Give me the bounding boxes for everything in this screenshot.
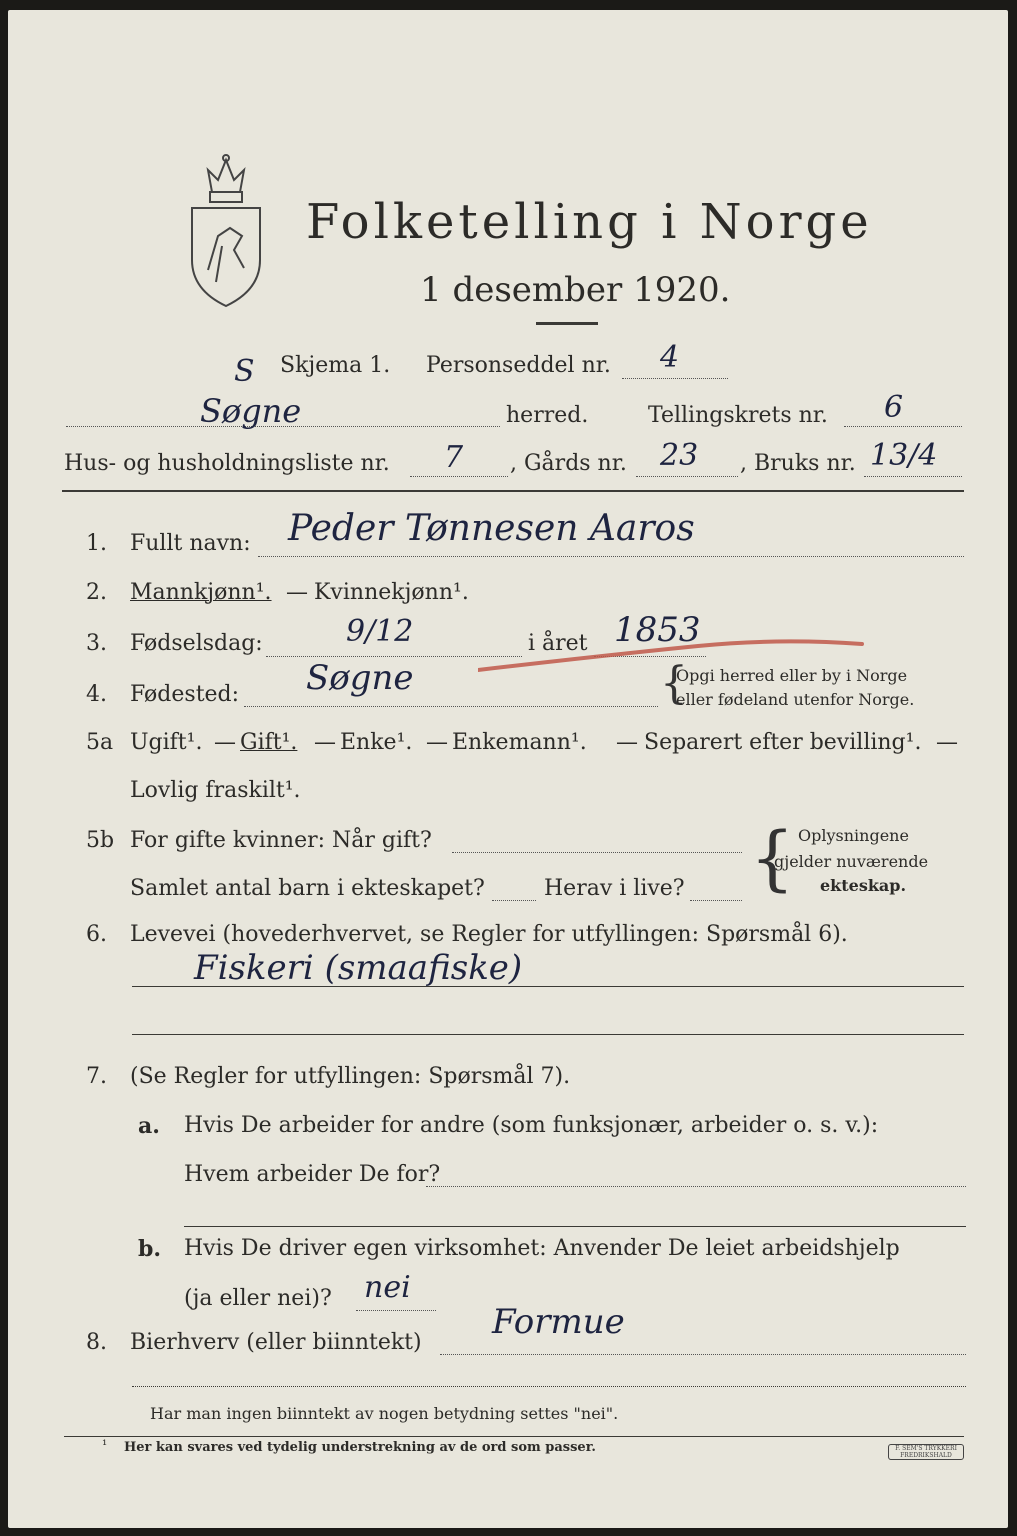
personseddel-value: 4 <box>660 340 680 375</box>
q1-value: Peder Tønnesen Aaros <box>288 508 695 549</box>
q5a-enkemann: Enkemann¹. <box>452 730 587 755</box>
q6-number: 6. <box>86 922 107 947</box>
q2-separator: — <box>286 580 308 605</box>
title-rule <box>536 322 598 325</box>
q5b-alive-label: Herav i live? <box>544 876 685 901</box>
q4-brace: { <box>660 658 688 709</box>
q3-year-label: i året <box>528 631 588 656</box>
herred-label: herred. <box>506 403 589 428</box>
tellingskrets-label: Tellingskrets nr. <box>648 403 828 428</box>
q6-label: Levevei (hovederhvervet, se Regler for utfyllingen: Spørsmål 6). <box>130 922 848 947</box>
q5b-when-married-field[interactable] <box>452 852 742 853</box>
q7a-letter: a. <box>138 1113 160 1139</box>
q5a-gift: Gift¹. <box>240 730 298 755</box>
bruks-field[interactable] <box>864 476 962 477</box>
q5a-dash-1: — <box>214 730 236 755</box>
tellingskrets-field[interactable] <box>844 426 962 427</box>
personseddel-label: Personseddel nr. <box>426 353 611 378</box>
header-divider <box>62 490 964 492</box>
q8-number: 8. <box>86 1330 107 1355</box>
q5b-alive-field[interactable] <box>690 900 742 901</box>
q5a-dash-3: — <box>426 730 448 755</box>
q4-label: Fødested: <box>130 682 240 707</box>
q3-value: 9/12 <box>346 614 414 649</box>
husliste-label: Hus- og husholdningsliste nr. <box>64 451 390 476</box>
printer-stamp: F. SEM'S TRYKKERI FREDRIKSHALD <box>888 1444 964 1460</box>
q5a-ugift: Ugift¹. <box>130 730 203 755</box>
q2-female: Kvinnekjønn¹. <box>314 580 469 605</box>
q7a-field[interactable] <box>426 1186 966 1187</box>
q5b-note-line2: gjelder nuværende <box>774 852 929 871</box>
gards-label: , Gårds nr. <box>510 451 627 476</box>
q8-field[interactable] <box>440 1354 966 1355</box>
q5a-separert: Separert efter bevilling¹. <box>644 730 922 755</box>
q4-number: 4. <box>86 682 107 707</box>
skjema-label: Skjema 1. <box>280 353 391 378</box>
footnote-rule <box>64 1436 964 1437</box>
q6-line-1 <box>132 986 964 987</box>
q7a-text: Hvis De arbeider for andre (som funksjonær, arbeider o. s. v.): <box>184 1113 879 1138</box>
q2-number: 2. <box>86 580 107 605</box>
q5a-enke: Enke¹. <box>340 730 413 755</box>
gards-value: 23 <box>660 438 699 473</box>
q3-label: Fødselsdag: <box>130 631 263 656</box>
q1-number: 1. <box>86 531 107 556</box>
footnote-text: Her kan svares ved tydelig understrekning av de ord som passer. <box>124 1440 596 1455</box>
q5a-dash-2: — <box>314 730 336 755</box>
q4-note-line2: eller fødeland utenfor Norge. <box>676 690 915 709</box>
q6-value: Fiskeri (smaafiske) <box>194 948 523 988</box>
q4-value: Søgne <box>306 658 414 698</box>
q4-note-line1: Opgi herred eller by i Norge <box>676 666 908 685</box>
q5a-dash-4: — <box>616 730 638 755</box>
bruks-label: , Bruks nr. <box>740 451 856 476</box>
q5a-number: 5a <box>86 730 114 755</box>
q8-label: Bierhverv (eller biinntekt) <box>130 1330 422 1355</box>
personseddel-field[interactable] <box>622 378 728 379</box>
q7b-question: (ja eller nei)? <box>184 1286 332 1311</box>
q5b-children-label: Samlet antal barn i ekteskapet? <box>130 876 485 901</box>
q7b-value: nei <box>364 1270 411 1305</box>
q7a-question: Hvem arbeider De for? <box>184 1162 441 1187</box>
q4-field[interactable] <box>244 706 658 707</box>
q5b-note-line3: ekteskap. <box>820 876 907 895</box>
q8-line-2 <box>132 1386 966 1387</box>
q5b-children-field[interactable] <box>492 900 536 901</box>
tellingskrets-value: 6 <box>884 390 904 425</box>
q7-number: 7. <box>86 1064 107 1089</box>
q7-label: (Se Regler for utfyllingen: Spørsmål 7). <box>130 1064 571 1089</box>
q5b-when-married-label: For gifte kvinner: Når gift? <box>130 828 432 853</box>
q3-year-value: 1853 <box>614 610 701 650</box>
coat-of-arms-icon <box>178 150 274 310</box>
q5a-dash-5: — <box>936 730 958 755</box>
q5a-fraskilt: Lovlig fraskilt¹. <box>130 778 301 803</box>
form-title: Folketelling i Norge <box>306 194 873 250</box>
census-form <box>8 10 1008 1528</box>
q8-value: Formue <box>492 1302 625 1342</box>
footer-note: Har man ingen biinntekt av nogen betydning settes "nei". <box>150 1404 619 1423</box>
q5b-brace: { <box>750 817 795 899</box>
skjema-prefix: S <box>234 354 255 389</box>
q3-number: 3. <box>86 631 107 656</box>
q6-line-2 <box>132 1034 964 1035</box>
gards-field[interactable] <box>636 476 738 477</box>
q1-field[interactable] <box>258 556 964 557</box>
q7b-text: Hvis De driver egen virksomhet: Anvender De leiet arbeidshjelp <box>184 1236 900 1261</box>
bruks-value: 13/4 <box>870 438 938 473</box>
q5b-number: 5b <box>86 828 115 853</box>
husliste-field[interactable] <box>410 476 508 477</box>
husliste-value: 7 <box>444 440 464 475</box>
herred-value: Søgne <box>200 392 302 430</box>
q2-male: Mannkjønn¹. <box>130 580 272 605</box>
q7b-letter: b. <box>138 1236 162 1262</box>
footnote-mark: ¹ <box>102 1438 108 1453</box>
q7a-line-2 <box>184 1226 966 1227</box>
q1-label: Fullt navn: <box>130 531 251 556</box>
q7b-field[interactable] <box>356 1310 436 1311</box>
form-date: 1 desember 1920. <box>420 270 731 310</box>
q5b-note-line1: Oplysningene <box>798 826 909 845</box>
